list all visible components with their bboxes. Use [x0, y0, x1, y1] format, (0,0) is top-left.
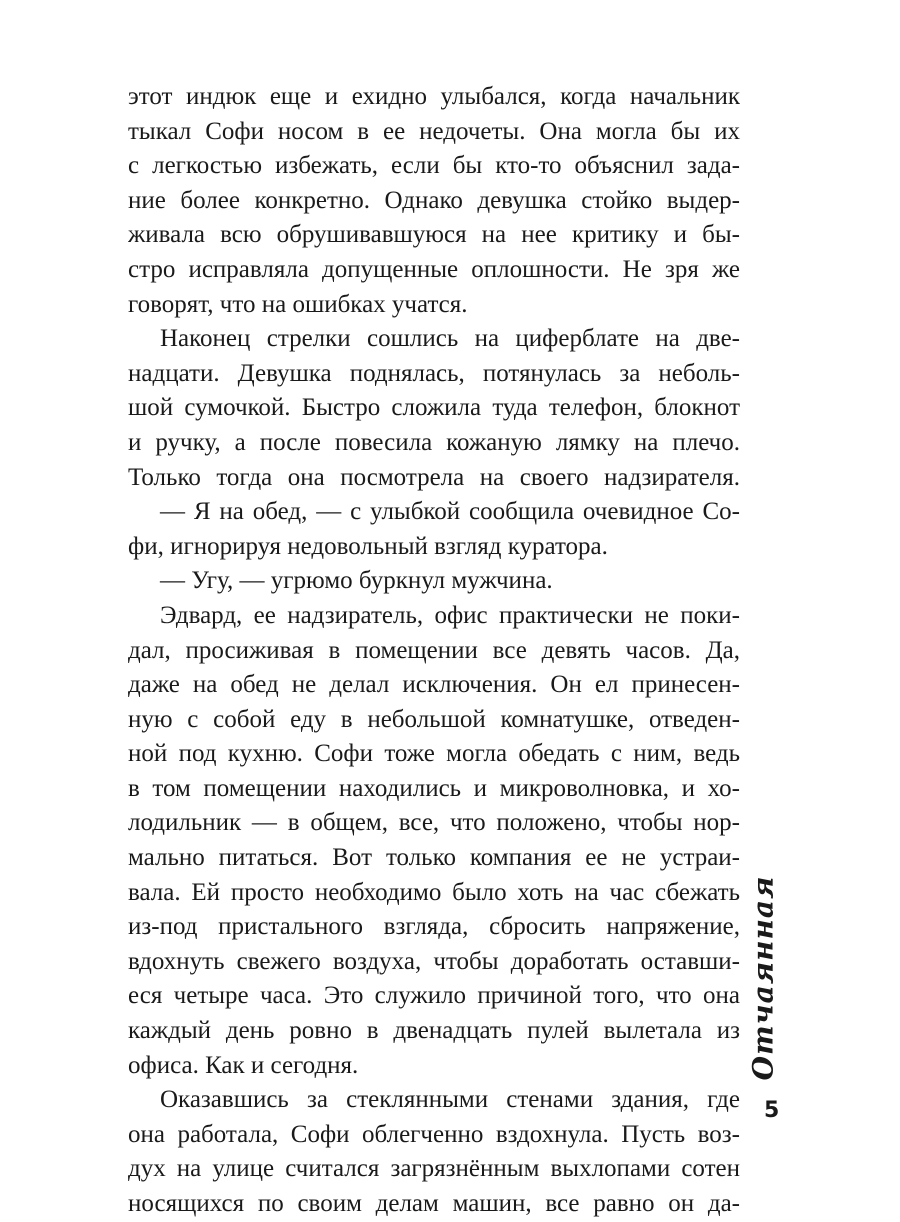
text-line: — Угу, — угрюмо буркнул мужчина.	[160, 567, 553, 595]
text-line: в том помещении находились и микроволновка, и хо-	[128, 774, 740, 802]
text-line: ной под кухню. Софи тоже могла обедать с ним, ведь	[128, 740, 740, 768]
text-line: стро исправляла допущенные оплошности. Не зря же	[128, 255, 740, 283]
text-line: шой сумочкой. Быстро сложила туда телефон, блокнот	[128, 394, 740, 422]
text-line: и ручку, а после повесила кожаную лямку на плечо.	[128, 428, 740, 456]
text-line: — Я на обед, — с улыбкой сообщила очевидное Со-	[160, 498, 740, 526]
text-line: Только тогда она посмотрела на своего надзирателя.	[128, 463, 740, 491]
text-line: носящихся по своим делам машин, все равно он да-	[128, 1190, 740, 1217]
text-line: ную с собой еду в небольшой комнатушке, отведен-	[128, 705, 740, 733]
text-line: вала. Ей просто необходимо было хоть на час сбежать	[128, 878, 740, 906]
text-line: лодильник — в общем, все, что положено, чтобы нор-	[128, 809, 740, 837]
text-line: этот индюк еще и ехидно улыбался, когда начальник	[128, 83, 740, 110]
text-line: даже на обед не делал исключения. Он ел принесен-	[128, 671, 740, 699]
text-line: из-под пристального взгляда, сбросить напряжение,	[128, 913, 740, 941]
text-line: еся четыре часа. Это служило причиной того, что она	[128, 982, 740, 1010]
book-text	[128, 80, 740, 1222]
text-line: тыкал Софи носом в ее недочеты. Она могла бы их	[128, 117, 740, 145]
text-line: дал, просиживая в помещении все девять часов. Да,	[128, 636, 740, 664]
text-line: Эдвард, ее надзиратель, офис практически не поки-	[160, 601, 740, 629]
running-title-text: Отчаянная	[746, 875, 780, 1081]
text-line: дух на улице считался загрязнённым выхлопами сотен	[128, 1155, 740, 1183]
text-line: мально питаться. Вот только компания ее не устраи-	[128, 844, 740, 872]
text-line: живала всю обрушивавшуюся на нее критику и бы-	[128, 221, 740, 249]
text-line: говорят, что на ошибках учатся.	[128, 290, 468, 318]
text-line: каждый день ровно в двенадцать пулей вылетала из	[128, 1017, 740, 1045]
text-line: она работала, Софи облегченно вздохнула. Пусть воз-	[128, 1120, 740, 1148]
text-line: надцати. Девушка поднялась, потянулась за неболь-	[128, 359, 740, 387]
running-title	[743, 868, 783, 1088]
text-line: вдохнуть свежего воздуха, чтобы доработать оставши-	[128, 947, 740, 975]
text-line: с легкостью избежать, если бы кто-то объяснил зада-	[128, 152, 740, 180]
text-line: Наконец стрелки сошлись на циферблате на две-	[160, 325, 740, 353]
page-number: 5	[764, 1098, 780, 1123]
text-line: офиса. Как и сегодня.	[128, 1051, 359, 1079]
text-line: Оказавшись за стеклянными стенами здания, где	[160, 1086, 740, 1114]
text-line: фи, игнорируя недовольный взгляд куратора.	[128, 532, 608, 560]
text-line: ние более конкретно. Однако девушка стойко выдер-	[128, 186, 740, 214]
